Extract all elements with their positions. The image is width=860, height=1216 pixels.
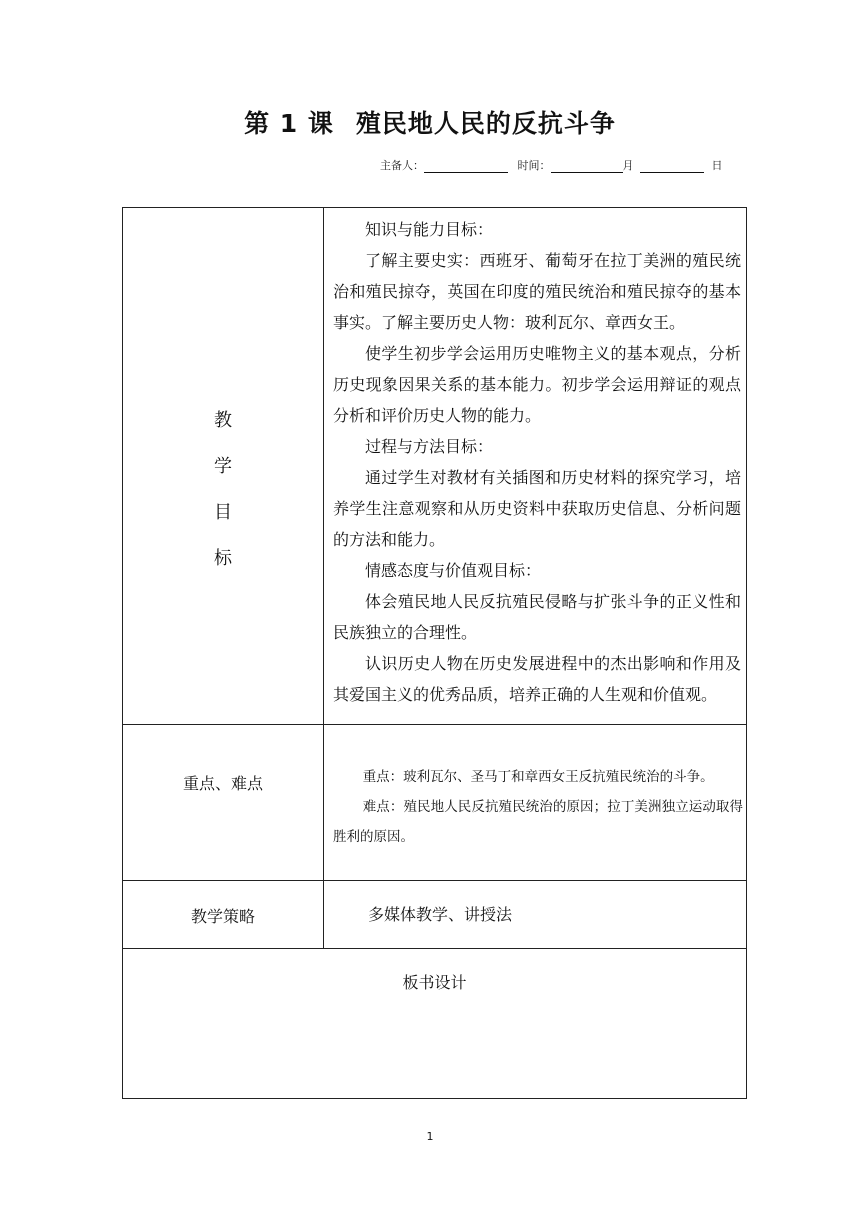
row-divider-keys (123, 880, 746, 881)
goals-paragraph: 情感态度与价值观目标： (365, 561, 542, 580)
keys-content (333, 762, 743, 852)
key-point: 重点：玻利瓦尔、圣马丁和章西女王反抗殖民统治的斗争。 (362, 769, 714, 785)
lesson-number: 第 1 课 (244, 109, 334, 138)
goals-paragraph: 体会殖民地人民反抗殖民侵略与扩张斗争的正义性和民族独立的合理性。 (333, 592, 741, 642)
goals-content (333, 214, 741, 710)
day-blank (640, 160, 704, 173)
month-label: 月 (622, 159, 634, 172)
keys-label: 重点、难点 (182, 774, 263, 793)
lesson-plan-table (122, 207, 747, 1099)
lesson-title (0, 104, 860, 140)
goals-paragraph: 过程与方法目标： (365, 437, 494, 456)
lesson-name: 殖民地人民的反抗斗争 (355, 109, 616, 138)
month-blank (551, 160, 623, 173)
preparer-blank (424, 160, 508, 173)
strategy-content: 多媒体教学、讲授法 (368, 905, 513, 924)
day-label: 日 (711, 159, 723, 172)
strategy-label: 教学策略 (190, 907, 255, 926)
column-divider (323, 208, 324, 948)
difficult-point: 难点：殖民地人民反抗殖民统治的原因；拉丁美洲独立运动取得胜利的原因。 (333, 799, 743, 845)
goals-label: 教 学 目 标 (214, 410, 232, 569)
preparer-label: 主备人： (380, 159, 424, 172)
goals-paragraph: 通过学生对教材有关插图和历史材料的探究学习，培养学生注意观察和从历史资料中获取历史信息、分析问题的方法和能力。 (333, 468, 741, 549)
goals-paragraph: 使学生初步学会运用历史唯物主义的基本观点，分析历史现象因果关系的基本能力。初步学会运用辩证的观点分析和评价历史人物的能力。 (333, 344, 741, 425)
goals-paragraph: 认识历史人物在历史发展进程中的杰出影响和作用及其爱国主义的优秀品质，培养正确的人生观和价值观。 (333, 654, 741, 704)
lesson-meta (380, 157, 723, 173)
row-divider-goals (123, 724, 746, 725)
goals-paragraph: 了解主要史实：西班牙、葡萄牙在拉丁美洲的殖民统治和殖民掠夺，英国在印度的殖民统治和殖民掠夺的基本事实。了解主要历史人物：玻利瓦尔、章西女王。 (333, 251, 741, 332)
time-label: 时间： (517, 159, 551, 172)
row-divider-strategy (123, 948, 746, 949)
goals-paragraph: 知识与能力目标： (365, 220, 494, 239)
page-number: 1 (426, 1130, 434, 1143)
board-design-label: 板书设计 (402, 973, 467, 992)
